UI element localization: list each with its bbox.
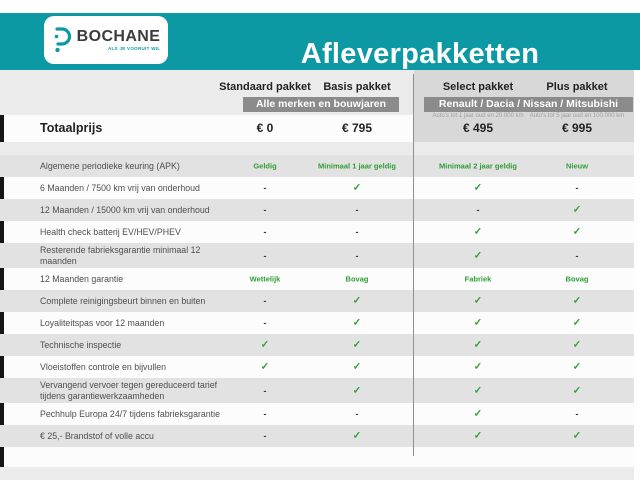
price-basis: € 795 — [341, 121, 373, 135]
dash-mark: - — [263, 227, 267, 237]
check-icon: ✓ — [473, 317, 483, 329]
check-icon: ✓ — [352, 361, 362, 373]
row-label: 12 Maanden / 15000 km vrij van onderhoud — [40, 204, 210, 215]
check-icon: ✓ — [473, 295, 483, 307]
value-text: Minimaal 1 jaar geldig — [318, 161, 396, 171]
row-label: Technische inspectie — [40, 339, 122, 350]
banner-brands: Renault / Dacia / Nissan / Mitsubishi — [424, 97, 633, 112]
table-row — [0, 378, 634, 403]
dash-mark: - — [263, 296, 267, 307]
table-row — [0, 290, 634, 312]
dash-mark: - — [476, 205, 480, 215]
dash-mark: - — [575, 250, 579, 261]
row-label: 12 Maanden garantie — [40, 273, 124, 284]
check-icon: ✓ — [473, 226, 483, 238]
column-header-basis: Basis pakket — [323, 81, 391, 93]
table-row — [0, 312, 634, 334]
table-row — [0, 199, 634, 221]
value-text: Minimaal 2 jaar geldig — [439, 161, 517, 171]
row-label: Resterende fabrieksgarantie minimaal 12 maanden — [40, 245, 201, 266]
bochane-logo — [44, 16, 168, 64]
check-icon: ✓ — [572, 204, 582, 216]
dash-mark: - — [263, 431, 267, 442]
check-icon: ✓ — [473, 182, 483, 194]
subnote-plus: Auto's tot 5 jaar oud en 100.000 km — [529, 113, 625, 119]
dash-mark: - — [355, 205, 359, 215]
check-icon: ✓ — [572, 317, 582, 329]
value-text: Wettelijk — [249, 274, 281, 284]
row-label: Health check batterij EV/HEV/PHEV — [40, 226, 181, 237]
logo-text — [77, 29, 161, 51]
check-icon: ✓ — [260, 361, 270, 373]
row-label: Loyaliteitspas voor 12 maanden — [40, 317, 165, 328]
logo-name: BOCHANE — [76, 28, 161, 45]
logo-tagline: ALS JE VOORUIT WIL — [107, 46, 161, 51]
feature-rows — [0, 155, 634, 447]
dash-mark: - — [355, 227, 359, 237]
value-text: Fabriek — [464, 274, 492, 284]
row-label: Algemene periodieke keuring (APK) — [40, 160, 180, 171]
dash-mark: - — [263, 385, 267, 396]
check-icon: ✓ — [352, 385, 362, 397]
table-row — [0, 334, 634, 356]
check-icon: ✓ — [473, 385, 483, 397]
dash-mark: - — [355, 250, 359, 261]
value-text: Nieuw — [565, 161, 589, 171]
check-icon: ✓ — [352, 182, 362, 194]
check-icon: ✓ — [572, 226, 582, 238]
price-standaard: € 0 — [256, 121, 274, 135]
dash-mark: - — [263, 250, 267, 261]
check-icon: ✓ — [572, 385, 582, 397]
check-icon: ✓ — [572, 361, 582, 373]
dash-mark: - — [263, 318, 267, 329]
table-row — [0, 356, 634, 378]
table-row — [0, 425, 634, 447]
check-icon: ✓ — [473, 250, 483, 262]
check-icon: ✓ — [473, 361, 483, 373]
dash-mark: - — [355, 409, 359, 420]
page-title: Afleverpakketten — [300, 38, 540, 70]
row-label: 6 Maanden / 7500 km vrij van onderhoud — [40, 182, 200, 193]
bottom-band — [0, 447, 634, 467]
table-row — [0, 268, 634, 290]
row-label: € 25,- Brandstof of volle accu — [40, 430, 154, 441]
check-icon: ✓ — [572, 430, 582, 442]
row-label: Vloeistoffen controle en bijvullen — [40, 361, 167, 372]
dash-mark: - — [575, 409, 579, 420]
total-price-label: Totaalprijs — [40, 121, 103, 135]
check-icon: ✓ — [572, 295, 582, 307]
check-icon: ✓ — [572, 339, 582, 351]
check-icon: ✓ — [473, 339, 483, 351]
check-icon: ✓ — [260, 339, 270, 351]
value-text: Geldig — [253, 161, 277, 171]
column-header-select: Select pakket — [442, 81, 514, 93]
subnote-select: Auto's tot 1 jaar oud en 20.000 km — [432, 113, 524, 119]
price-plus: € 995 — [561, 121, 593, 135]
value-text: Bovag — [345, 274, 369, 284]
banner-alle-merken: Alle merken en bouwjaren — [243, 97, 399, 112]
dash-mark: - — [575, 183, 579, 193]
row-label: Pechhulp Europa 24/7 tijdens fabrieksgarantie — [40, 408, 220, 419]
dash-mark: - — [263, 183, 267, 193]
column-header-plus: Plus pakket — [546, 81, 608, 93]
table-row — [0, 177, 634, 199]
check-icon: ✓ — [352, 295, 362, 307]
table-row — [0, 403, 634, 425]
check-icon: ✓ — [352, 317, 362, 329]
check-icon: ✓ — [473, 408, 483, 420]
value-text: Bovag — [565, 274, 589, 284]
row-label: Vervangend vervoer tegen gereduceerd tarief tijdens garantiewerkzaamheden — [40, 380, 218, 401]
dash-mark: - — [263, 409, 267, 420]
table-row — [0, 221, 634, 243]
check-icon: ✓ — [352, 430, 362, 442]
section-divider-line — [413, 74, 414, 456]
dash-mark: - — [263, 205, 267, 215]
row-label: Complete reinigingsbeurt binnen en buiten — [40, 295, 206, 306]
price-select: € 495 — [462, 121, 494, 135]
check-icon: ✓ — [473, 430, 483, 442]
table-row — [0, 155, 634, 177]
column-header-standaard: Standaard pakket — [219, 81, 311, 93]
bochane-logo-icon — [52, 26, 72, 54]
check-icon: ✓ — [352, 339, 362, 351]
table-row — [0, 243, 634, 268]
